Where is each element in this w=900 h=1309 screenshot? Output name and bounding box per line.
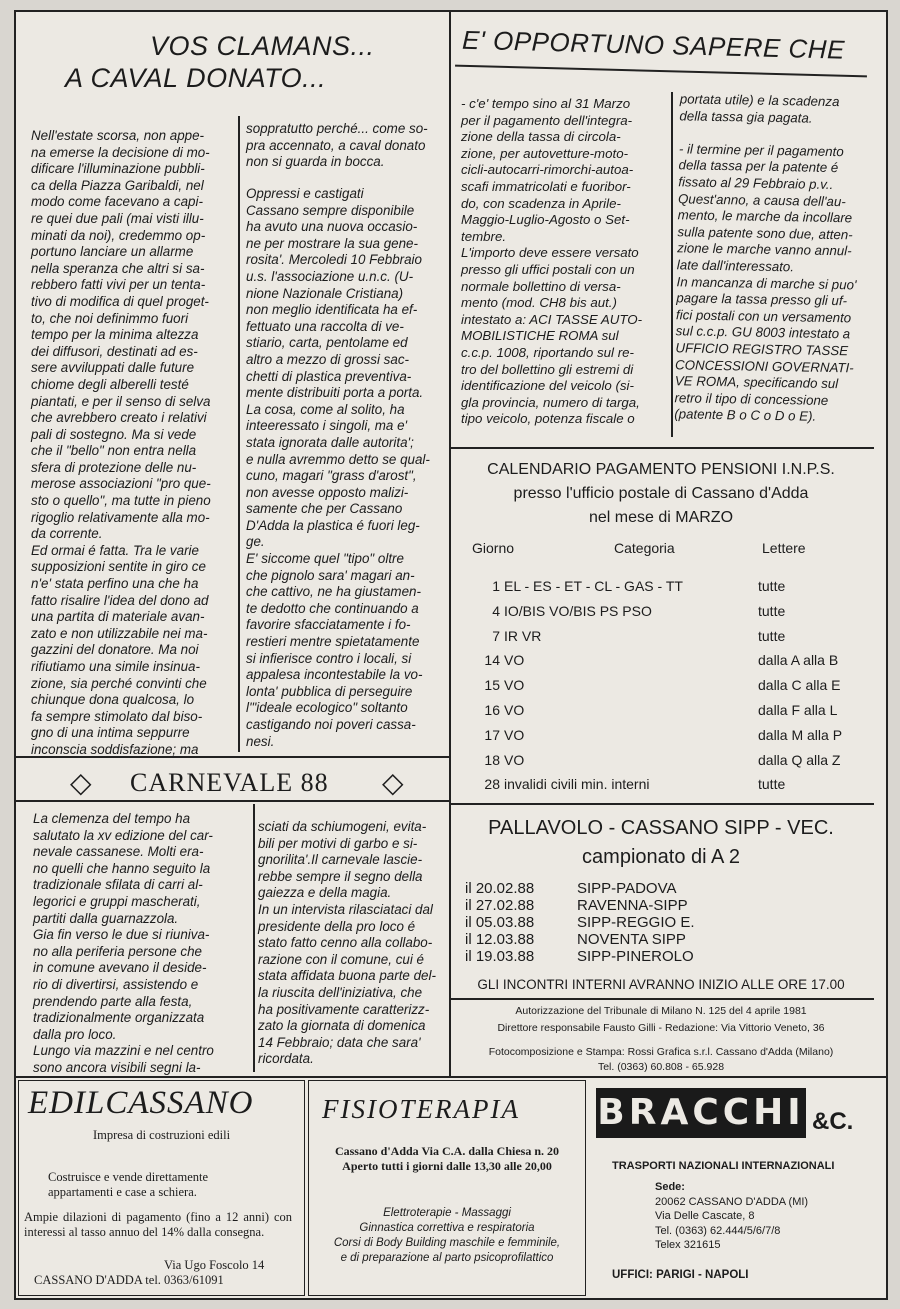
- text-line: Oppressi e castigati: [246, 186, 364, 201]
- vos-title: [55, 30, 415, 94]
- text-line: gnorilita'.Il carnevale lascie-: [258, 852, 423, 868]
- text-line: sono ancora visibili segni la-: [33, 1059, 201, 1075]
- text-line: no quelli che hanno seguito la: [33, 860, 211, 876]
- bracchi-suffix: &C.: [812, 1108, 854, 1135]
- match-date: il 05.03.88: [465, 914, 535, 931]
- text-line: lonta' pubblica di perseguire: [246, 683, 413, 699]
- text-line: In un intervista rilasciataci dal: [258, 901, 433, 917]
- text-line: sul c.c.p. GU 8003 intestato a: [675, 323, 851, 342]
- edil-text-2: Ampie dilazioni di pagamento (fino a 12 anni) con interessi al tasso annuo del 14% dalla consegna.: [24, 1210, 292, 1239]
- text-line: re quei due pali (mai visti illu-: [31, 210, 204, 226]
- calendar-day: 17: [484, 726, 500, 743]
- edil-subtitle: Impresa di costruzioni edili: [92, 1128, 231, 1142]
- text-line: gaiezza e della magia.: [258, 885, 392, 901]
- text-line: intestato a: ACI TASSE AUTO-: [461, 311, 643, 327]
- text-line: zione della tassa di circola-: [461, 129, 621, 145]
- bracchi-addr-2: Via Delle Cascate, 8: [655, 1210, 755, 1222]
- pallavolo-top-rule: [449, 803, 874, 805]
- ads-top-rule: [14, 1076, 888, 1078]
- text-line: tivo di modifica di quel proget-: [31, 293, 209, 309]
- text-line: presidente della pro loco é: [258, 918, 416, 934]
- calendar-row: [452, 628, 870, 653]
- edil-text-1: Costruisce e vende direttamente appartamenti e case a schiera.: [48, 1170, 209, 1199]
- text-line: zato e non utilizzabile nei ma-: [31, 625, 208, 641]
- edil-city: CASSANO D'ADDA tel. 0363/61091: [34, 1273, 224, 1287]
- opp-column-1: [461, 96, 671, 428]
- text-line: soppratutto perché... come so-: [246, 121, 428, 136]
- text-line: Quest'anno, a causa dell'au-: [677, 190, 846, 209]
- text-line: nione Nazionale Cristiana): [246, 285, 404, 301]
- fisio-service-3: Corsi di Body Building maschile e femminile,: [333, 1237, 561, 1249]
- diamond-left-icon: ◇: [70, 767, 92, 798]
- calendar-day: 4: [492, 602, 500, 619]
- vos-title-line2: A CAVAL DONATO...: [65, 63, 327, 93]
- calendar-category: VO: [504, 726, 525, 743]
- text-line: c.c.p. 1008, riportando sul re-: [461, 344, 634, 360]
- text-line: restieri mentre spietatamente: [246, 634, 420, 650]
- text-line: tradizionale sfilata di carri al-: [33, 877, 203, 893]
- calendar-category: invalidi civili min. interni: [504, 776, 650, 793]
- text-line: Lungo via mazzini e nel centro: [33, 1043, 214, 1059]
- calendar-letters: tutte: [758, 776, 786, 793]
- calendar-letters: dalla M alla P: [758, 726, 843, 743]
- text-line: dificare l'illuminazione pubbli-: [31, 161, 205, 177]
- calendar-letters: tutte: [758, 627, 786, 644]
- text-line: modo come facevano a capi-: [31, 194, 203, 210]
- text-line: CONCESSIONI GOVERNATI-: [675, 356, 854, 375]
- text-line: gazzini del donatore. Ma noi: [31, 642, 199, 658]
- text-line: l'"ideale ecologico" soltanto: [246, 700, 408, 716]
- calendar-row: [452, 776, 870, 801]
- text-line: stata affidata buona parte del-: [258, 968, 436, 984]
- text-line: che avrebbero creato i relativi: [31, 410, 207, 426]
- text-line: castigando noi poveri cassa-: [246, 717, 416, 732]
- calendar-title-2: presso l'ufficio postale di Cassano d'Adda: [513, 485, 809, 502]
- calendar-letters: dalla Q alla Z: [758, 751, 841, 768]
- text-line: fettuato una raccolta di ve-: [246, 318, 404, 334]
- fisio-service-2: Ginnastica correttiva e respiratoria: [359, 1222, 535, 1234]
- text-line: dei diffusori, destinati ad es-: [31, 343, 198, 359]
- bracchi-sede: Sede:: [655, 1181, 685, 1193]
- match-date: il 12.03.88: [465, 931, 535, 948]
- text-line: non si guarda in bocca.: [246, 154, 385, 170]
- text-line: - c'e' tempo sino al 31 Marzo: [461, 96, 631, 111]
- calendar-category: VO: [504, 702, 525, 718]
- match-date: il 19.03.88: [465, 948, 535, 965]
- match-teams: SIPP-PADOVA: [577, 880, 677, 897]
- text-line: una partita di materiale avan-: [31, 609, 205, 625]
- text-line: che cattivo, ne ha giustamen-: [246, 584, 421, 600]
- text-line: retro il tipo di concessione: [674, 389, 829, 408]
- text-line: late dall'interessato.: [676, 257, 795, 275]
- calendar-title-3: nel mese di MARZO: [588, 509, 734, 526]
- match-teams: NOVENTA SIPP: [577, 931, 686, 948]
- calendar-category: VO: [504, 751, 525, 768]
- carnevale-column-1: [33, 811, 251, 1077]
- text-line: che il "bello" non entra nella: [31, 443, 197, 459]
- text-line: stiario, carta, pentolame ed: [246, 335, 408, 351]
- text-line: zione le marche vanno annul-: [677, 240, 852, 259]
- bracchi-logo: BRACCHI: [596, 1088, 806, 1138]
- text-line: gno di una intima seppurre: [31, 725, 190, 741]
- text-line: La cosa, come al solito, ha: [246, 401, 405, 417]
- calendar-day: 15: [484, 677, 500, 694]
- fisio-addr-2: Aperto tutti i giorni dalle 13,30 alle 20,00: [342, 1159, 552, 1173]
- text-line: inconscia soddisfazione; ma: [31, 741, 199, 757]
- text-line: dalla pro loco.: [33, 1026, 117, 1042]
- text-line: appalesa incontestabile la vo-: [246, 667, 423, 683]
- calendar-row: [452, 727, 870, 752]
- text-line: rifiutiamo una simile insinua-: [31, 659, 200, 674]
- text-line: identificazione del veicolo (si-: [461, 378, 634, 394]
- text-line: pali di sostegno. Ma si vede: [31, 426, 197, 442]
- diamond-right-icon: ◇: [382, 767, 404, 798]
- text-line: fatto risalire l'idea del dono ad: [31, 592, 209, 608]
- text-line: scafi immatricolati e fuoribor-: [461, 178, 631, 194]
- calendar-letters: dalla F alla L: [758, 702, 838, 718]
- edil-title: EDILCASSANO: [28, 1085, 254, 1121]
- calendar-head-giorno: Giorno: [472, 540, 515, 556]
- fisio-service-4: e di preparazione al parto psicoprofilattico: [340, 1252, 554, 1264]
- imprint-line-3: Fotocomposizione e Stampa: Rossi Grafica s.r.l. Cassano d'Adda (Milano): [488, 1046, 834, 1058]
- calendar-category: VO: [504, 677, 525, 694]
- calendar-day: 16: [484, 702, 500, 718]
- text-line: sciati da schiumogeni, evita-: [258, 819, 427, 834]
- calendar-letters: dalla A alla B: [758, 652, 839, 669]
- text-line: nesi.: [246, 733, 275, 749]
- edil-address: Via Ugo Foscolo 14: [164, 1258, 265, 1272]
- imprint-line-2: Direttore responsabile Fausto Gilli - Redazione: Via Vittorio Veneto, 36: [497, 1022, 825, 1034]
- text-line: sto o quello", ma tutte in pieno: [31, 493, 211, 509]
- calendar-letters: dalla C alla E: [758, 677, 841, 694]
- text-line: portata utile) e la scadenza: [679, 91, 840, 110]
- text-line: ha avuto una nuova occasio-: [246, 219, 418, 235]
- text-line: samente che per Cassano: [246, 501, 403, 517]
- carnevale-top-rule: [14, 756, 451, 758]
- text-line: da corrente.: [31, 526, 103, 542]
- text-line: te dedotto che continuando a: [246, 600, 419, 616]
- imprint-line-1: Autorizzazione del Tribunale di Milano N. 125 del 4 aprile 1981: [515, 1005, 807, 1017]
- text-line: Cassano sempre disponibile: [246, 202, 415, 218]
- text-line: ge.: [246, 534, 265, 550]
- calendar-letters: tutte: [758, 578, 786, 594]
- text-line: tro del bollettino gli estremi di: [461, 361, 634, 377]
- calendar-category: IR VR: [504, 627, 542, 644]
- text-line: zato la giornata di domenica: [258, 1018, 426, 1034]
- calendar-title-1: CALENDARIO PAGAMENTO PENSIONI I.N.P.S.: [487, 461, 835, 478]
- match-teams: SIPP-REGGIO E.: [577, 914, 695, 931]
- match-teams: SIPP-PINEROLO: [577, 948, 694, 965]
- text-line: supposizioni sentite in giro ce: [31, 559, 206, 575]
- calendar-letters: tutte: [758, 602, 786, 619]
- text-line: mente distribuiti porta a porta.: [246, 385, 424, 401]
- text-line: zione, sia perché convinti che: [31, 675, 207, 691]
- text-line: pagare la tassa presso gli uf-: [676, 290, 848, 309]
- text-line: presso gli uffici postali con un: [461, 261, 635, 277]
- calendar-category: EL - ES - ET - CL - GAS - TT: [504, 578, 683, 594]
- text-line: u.s. l'associazione u.n.c. (U-: [246, 268, 414, 284]
- text-line: In mancanza di marche si puo': [676, 273, 857, 292]
- text-line: chetti di plastica preventiva-: [246, 368, 412, 384]
- fisio-service-1: Elettroterapie - Massaggi: [383, 1207, 511, 1219]
- text-line: si infierisce contro i locali, si: [246, 650, 412, 666]
- bracchi-tel: Tel. (0363) 62.444/5/6/7/8: [655, 1224, 781, 1237]
- text-line: na emerse la decisione di mo-: [31, 144, 210, 160]
- text-line: fissato al 29 Febbraio p.v..: [678, 174, 834, 192]
- text-line: Ed ormai é fatta. Tra le varie: [31, 542, 199, 558]
- main-vertical-divider: [449, 10, 451, 1078]
- text-line: tembre.: [461, 228, 507, 244]
- text-line: tradizionalmente organizzata: [33, 1010, 205, 1026]
- text-line: prendendo parte alla festa,: [33, 993, 193, 1009]
- fisio-addr-1: Cassano d'Adda Via C.A. dalla Chiesa n. 20: [334, 1144, 560, 1158]
- bracchi-addr-1: 20062 CASSANO D'ADDA (MI): [655, 1195, 809, 1208]
- text-line: chiunque dona qualcosa, lo: [31, 692, 195, 708]
- vos-column-1: [31, 128, 236, 759]
- text-line: bili per motivi di garbo e si-: [258, 835, 418, 851]
- text-line: cicli-autocarri-rimorchi-autoa-: [461, 162, 634, 178]
- calendar-day: 7: [492, 627, 500, 644]
- carnevale-title: CARNEVALE 88: [130, 768, 329, 797]
- text-line: sfera di protezione delle nu-: [31, 459, 197, 475]
- calendar-border: [449, 447, 874, 449]
- text-line: no alla periferia persone che: [33, 943, 202, 959]
- opp-column-2: [674, 91, 875, 426]
- calendar-row: [452, 752, 870, 777]
- text-line: ca della Piazza Garibaldi, nel: [31, 177, 204, 193]
- text-line: merose associazioni "pro que-: [31, 476, 211, 492]
- calendar-category: IO/BIS VO/BIS PS PSO: [504, 602, 652, 619]
- bracchi-uffici: UFFICI: PARIGI - NAPOLI: [612, 1269, 749, 1281]
- fisio-title: FISIOTERAPIA: [322, 1094, 520, 1124]
- text-line: legorici e gruppi mascherati,: [33, 893, 201, 909]
- text-line: zione, per autovetture-moto-: [461, 145, 629, 161]
- text-line: cuno, magari "grass d'arost",: [246, 468, 417, 484]
- text-line: rebbe sempre il segno della: [258, 868, 423, 884]
- text-line: tipo veicolo, potenza fiscale o: [461, 411, 635, 427]
- pallavolo-title: PALLAVOLO - CASSANO SIPP - VEC.: [488, 817, 834, 839]
- vos-column-2b: [246, 186, 446, 750]
- text-line: razione con il comune, cui é: [258, 951, 424, 967]
- calendar-day: 1: [492, 578, 500, 594]
- text-line: L'importo deve essere versato: [461, 245, 639, 261]
- text-line: fa sempre stimolato dal biso-: [31, 708, 203, 724]
- text-line: 14 Febbraio; data che sara': [258, 1034, 421, 1050]
- text-line: che pignolo sara' magari an-: [246, 567, 415, 583]
- vos-title-line1: VOS CLAMANS...: [150, 31, 375, 61]
- text-line: ha positivamente caratterizz-: [258, 1001, 430, 1017]
- text-line: in comune avevano il deside-: [33, 960, 207, 976]
- text-line: salutato la xv edizione del car-: [33, 827, 213, 843]
- calendar-day: 28: [484, 776, 500, 793]
- text-line: nella speranza che altri si sa-: [31, 260, 205, 276]
- text-line: stato fatto cenno alla collabo-: [258, 935, 433, 951]
- text-line: normale bollettino di versa-: [461, 278, 621, 294]
- text-line: non avesse opposto malizi-: [246, 484, 409, 500]
- imprint-line-4: Tel. (0363) 60.808 - 65.928: [597, 1061, 725, 1073]
- text-line: pra accennato, a caval donato: [246, 137, 426, 153]
- text-line: sulla patente sono due, atten-: [677, 224, 853, 243]
- calendar-title: [452, 458, 870, 530]
- text-line: Gia fin verso le due si riuniva-: [33, 927, 210, 943]
- opp-title: E' OPPORTUNO SAPERE CHE: [461, 24, 846, 65]
- text-line: rigoglio relativamente alla mo-: [31, 509, 210, 525]
- text-line: La clemenza del tempo ha: [33, 811, 191, 826]
- text-line: stata ignorata dalle autorita';: [246, 434, 414, 450]
- match-teams: RAVENNA-SIPP: [577, 897, 688, 914]
- pallavolo-bottom-rule: [449, 998, 874, 1000]
- text-line: della tassa per la patente é: [678, 157, 839, 176]
- pallavolo-note: GLI INCONTRI INTERNI AVRANNO INIZIO ALLE ORE 17.00: [477, 977, 845, 992]
- text-line: rebbero fatti vivi per un tenta-: [31, 277, 206, 293]
- vos-column-divider: [238, 116, 240, 752]
- calendar-day: 18: [484, 751, 500, 768]
- bracchi-contact: [655, 1180, 808, 1253]
- text-line: della tassa gia pagata.: [679, 107, 813, 126]
- calendar-row: [452, 578, 870, 603]
- text-line: Nell'estate scorsa, non appe-: [31, 128, 205, 143]
- text-line: ne per mostrare la sua gene-: [246, 235, 418, 251]
- text-line: tempo per la minima altezza: [31, 327, 199, 343]
- carnevale-title-rule: [14, 800, 451, 802]
- text-line: mento, le marche da incollare: [677, 207, 853, 226]
- text-line: to, che noi definimmo fuori: [31, 310, 189, 326]
- text-line: rio di divertirsi, assistendo e: [33, 976, 199, 992]
- text-line: chiome degli alberelli testé: [31, 376, 189, 392]
- text-line: per il pagamento dell'integra-: [461, 112, 633, 128]
- opp-column-divider: [671, 92, 673, 437]
- calendar-head-categoria: Categoria: [614, 540, 675, 556]
- text-line: n'e' stata perfino una che ha: [31, 576, 199, 592]
- text-line: (patente B o C o D o E).: [674, 406, 817, 425]
- text-line: fici postali con un versamento: [675, 307, 852, 326]
- match-date: il 27.02.88: [465, 897, 535, 914]
- text-line: - il termine per il pagamento: [678, 141, 844, 159]
- text-line: MOBILISTICHE ROMA sul: [461, 328, 619, 344]
- text-line: portuno lanciare un allarme: [31, 244, 194, 260]
- text-line: UFFICIO REGISTRO TASSE: [675, 340, 849, 359]
- text-line: mento (mod. CH8 bis aut.): [461, 295, 617, 311]
- calendar-head-lettere: Lettere: [762, 540, 806, 556]
- vos-column-2a: [246, 121, 446, 171]
- text-line: do, con scadenza in Aprile-: [461, 195, 621, 211]
- bracchi-telex: Telex 321615: [655, 1239, 721, 1251]
- text-line: partiti dalla guarnazzola.: [33, 910, 179, 926]
- text-line: minati da noi), credemmo op-: [31, 227, 206, 243]
- text-line: favorire sfacciatamente i fo-: [246, 617, 411, 633]
- text-line: Maggio-Luglio-Agosto o Set-: [461, 212, 630, 228]
- calendar-row: [452, 677, 870, 702]
- text-line: la riuscita dell'iniziativa, che: [258, 984, 423, 1000]
- text-line: non meglio identificata ha ef-: [246, 302, 418, 318]
- text-line: altro a mezzo di grossi sac-: [246, 351, 409, 367]
- fisio-services: [310, 1206, 584, 1266]
- calendar-row: [452, 652, 870, 677]
- pallavolo-subtitle: campionato di A 2: [582, 846, 740, 868]
- text-line: ricordata.: [258, 1051, 314, 1067]
- carnevale-column-divider: [253, 804, 255, 1072]
- bracchi-tagline: TRASPORTI NAZIONALI INTERNAZIONALI: [612, 1160, 835, 1172]
- match-date: il 20.02.88: [465, 880, 535, 897]
- text-line: nevale cassanese. Molti era-: [33, 844, 204, 860]
- text-line: sere avviluppati dalle future: [31, 360, 195, 376]
- text-line: VE ROMA, specificando sul: [674, 373, 839, 392]
- calendar-day: 14: [484, 652, 500, 669]
- text-line: inteeressato i singoli, ma e': [246, 418, 408, 434]
- text-line: D'Adda la plastica é fuori leg-: [246, 517, 420, 533]
- text-line: piantati, e per il senso di selva: [31, 393, 211, 409]
- calendar-row: [452, 603, 870, 628]
- carnevale-column-2: [258, 819, 448, 1068]
- text-line: e nulla avremmo detto se qual-: [246, 451, 430, 467]
- calendar-category: VO: [504, 652, 525, 669]
- text-line: rosita'. Mercoledi 10 Febbraio: [246, 252, 422, 268]
- calendar-row: [452, 702, 870, 727]
- text-line: gla provincia, numero di targa,: [461, 394, 640, 410]
- text-line: E' siccome quel "tipo" oltre: [246, 551, 404, 567]
